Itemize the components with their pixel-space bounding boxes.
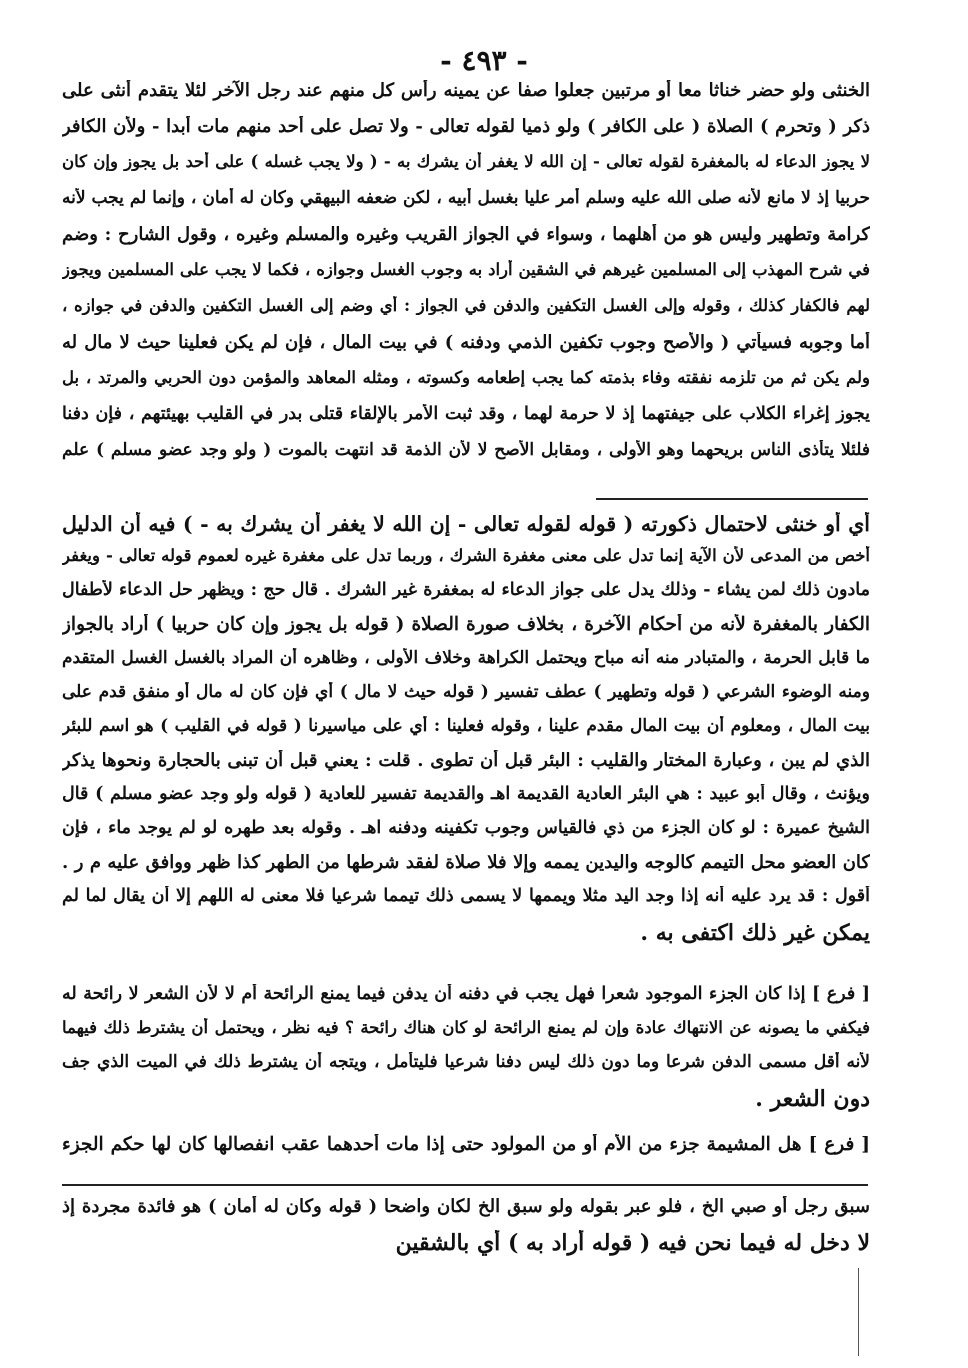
commentary-line: يمكن غير ذلك اكتفى به . (640, 920, 870, 946)
commentary-line: ويؤنث ، وقال أبو عبيد : هي البئر العادية القديمة اهـ والقديمة تفسير للعادية ( قوله ولو وجد عضو مسلم ) قال (62, 784, 870, 804)
main-line: الخنثى ولو حضر خناثا معا أو مرتبين جعلوا صفا عن يمينه رأس كل منهم عند رجل الآخر لئلا يتقدم أنثى على (62, 80, 870, 101)
main-text (62, 80, 870, 480)
page-number: - ٤٩٣ - (440, 44, 528, 77)
fara-line: [ فرع ] إذا كان الجزء الموجود شعرا فهل يجب في دفنه أن يدفن فيما يمنع الرائحة أم لا لأن الشعر لا رائحة له (62, 984, 870, 1004)
main-line: لهم فالكفار كذلك ، وقوله وإلى الغسل التكفين والدفن في الجواز : أي وضم إلى الغسل التكفين والدفن في جوازه ، (62, 296, 870, 315)
main-line: كرامة وتطهير وليس هو من أهلهما ، وسواء في الجواز القريب وغيره والمسلم وغيره ، وقول الشارح : وضم (62, 224, 870, 245)
fara-line: لأنه أقل مسمى الدفن شرعا وما دون ذلك ليس دفنا شرعيا فليتأمل ، ويتجه أن يشترط ذلك في الميت الذي جف (62, 1052, 870, 1072)
commentary-line: كان العضو محل التيمم كالوجه واليدين يممه وإلا فلا صلاة لفقد شرطها من الطهر كذا ظهر ووافق عليه م ر . (62, 852, 870, 873)
commentary-line: الشيخ عميرة : لو كان الجزء من ذي فالقياس وجوب تكفينه ودفنه اهـ . وقوله بعد طهره لو لم يوجد ماء ، فإن (62, 818, 870, 838)
commentary-line: الذي لم يبن ، وعبارة المختار والقليب : البئر قبل أن تطوى . قلت : يعني قبل أن تبنى بالحجارة ونحوها يذكر (62, 750, 870, 771)
main-line: فلئلا يتأذى الناس بريحهما وهو الأولى ، ومقابل الأصح لا لأن الذمة قد انتهت بالموت ( ولو وجد عضو مسلم ) علم (62, 440, 870, 460)
commentary-line: أي أو خنثى لاحتمال ذكورته ( قوله لقوله تعالى - إن الله لا يغفر أن يشرك به - ) فيه أن الدليل (62, 512, 870, 536)
commentary-line: أخص من المدعى لأن الآية إنما تدل على معنى مغفرة الشرك ، وربما تدل على مغفرة غيره لعموم قوله تعالى - ويغفر (62, 546, 870, 565)
fara-line: دون الشعر . (755, 1086, 870, 1112)
fara-line: فيكفي ما يصونه عن الانتهاك عادة وإن لم يمنع الرائحة لو كان هناك رائحة ؟ فيه نظر ، ويحتمل أن يشترط ذلك فيهما (62, 1018, 870, 1037)
main-line: في شرح المهذب إلى المسلمين غيرهم في الشقين أراد به وجوب الغسل وجوازه ، فكما لا يجب على المسلمين ويجوز (62, 260, 870, 279)
main-line: ولم يكن ثم من تلزمه نفقته وفاء بذمته كما يجب إطعامه وكسوته ، ومثله المعاهد والمؤمن دون الحربي والمرتد ، بل (62, 368, 870, 387)
commentary-line: ومنه الوضوء الشرعي ( قوله وتطهير ) عطف تفسير ( قوله حيث لا مال ) أي فإن كان له مال أو منفق قدم على (62, 682, 870, 702)
main-line: حربيا إذ لا مانع لأنه صلى الله عليه وسلم أمر عليا بغسل أبيه ، لكن ضعفه البيهقي وكان له أمان ، وإنما لم يجب لأنه (62, 188, 870, 208)
section-divider (62, 1184, 868, 1186)
margin-mark (858, 1268, 859, 1356)
fara-note-placenta (62, 1134, 870, 1170)
commentary-line: الكفار بالمغفرة لأنه من أحكام الآخرة ، بخلاف صورة الصلاة ( قوله بل يجوز وإن كان حربيا ) أراد بالجواز (62, 614, 870, 635)
main-line: ذكر ( وتحرم ) الصلاة ( على الكافر ) ولو ذميا لقوله تعالى - ولا تصل على أحد منهم مات أبدا - ولأن الكافر (62, 116, 870, 137)
commentary-line: مادون ذلك لمن يشاء - وذلك يدل على جواز الدعاء له بمغفرة غير الشرك . قال حج : ويظهر حل الدعاء لأطفال (62, 580, 870, 600)
main-line: يجوز إغراء الكلاب على جيفتهما إذ لا حرمة لهما ، وقد ثبت الأمر بالإلقاء قتلى بدر في القليب بهيئتهم ، فإن دفنا (62, 404, 870, 424)
commentary-line: أقول : قد يرد عليه أنه إذا وجد اليد مثلا ويممها لا يسمى ذلك تيمما شرعيا فلا معنى له اللهم إلا أن يقال لما لم (62, 886, 870, 906)
main-line: أما وجوبه فسيأتي ( والأصح وجوب تكفين الذمي ودفنه ) في بيت المال ، فإن لم يكن فعلينا حيث لا مال له (62, 332, 870, 353)
section-divider (596, 498, 868, 500)
commentary-upper (62, 512, 870, 982)
commentary-line: سبق رجل أو صبي الخ ، فلو عبر بقوله ولو سبق الخ لكان واضحا ( قوله وكان له أمان ) هو فائدة مجردة إذ (62, 1196, 870, 1217)
commentary-line: ما قابل الحرمة ، والمتبادر منه أنه مباح ويحتمل الكراهة وخلاف الأولى ، وظاهره أن المراد بالغسل الغسل المتقدم (62, 648, 870, 668)
commentary-line: بيت المال ، ومعلوم أن بيت المال مقدم علينا ، وقوله فعلينا : أي على مياسيرنا ( قوله في القليب ) هو اسم للبئر (62, 716, 870, 736)
fara-line: [ فرع ] هل المشيمة جزء من الأم أو من المولود حتى إذا مات أحدهما عقب انفصالها كان لها حكم الجزء (62, 1134, 870, 1155)
commentary-lower (62, 1196, 870, 1268)
commentary-line: لا دخل له فيما نحن فيه ( قوله أراد به ) أي بالشقين (395, 1230, 870, 1256)
main-line: لا يجوز الدعاء له بالمغفرة لقوله تعالى - إن الله لا يغفر أن يشرك به - ( ولا يجب غسله ) على أحد بل يجوز وإن كان (62, 152, 870, 171)
fara-note-hair (62, 984, 870, 1124)
